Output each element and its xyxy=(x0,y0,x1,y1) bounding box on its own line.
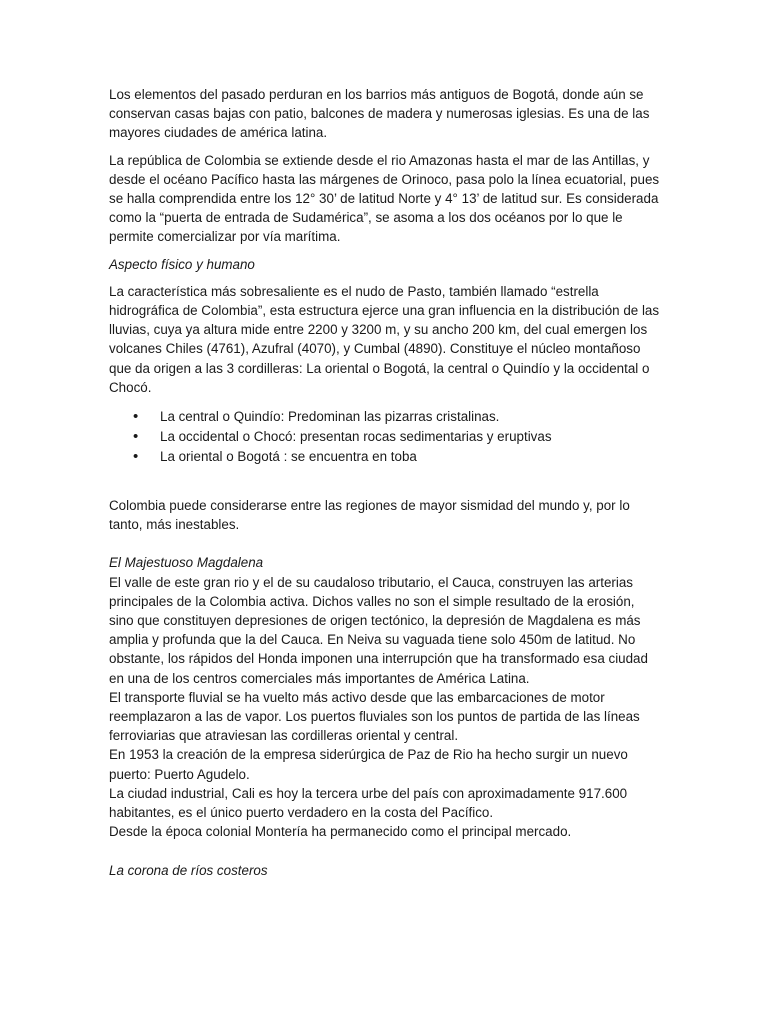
spacer xyxy=(109,477,661,496)
paragraph-nudo-pasto: La característica más sobresaliente es el nudo de Pasto, también llamado “estrella hidrográfica de Colombia”, esta estructura ejerce una gran influencia en la distribución de las lluvias, cuya ya altura mide entre 2200 y 3200 m, y su ancho 200 km, del cual emergen los volcanes Chiles (4761), Azufral (4070), y Cumbal (4890). Constituye el núcleo montañoso que da origen a las 3 cordilleras: La oriental o Bogotá, la central o Quindío y la occidental o Chocó. xyxy=(109,283,660,395)
paragraph-colombia-extent: La república de Colombia se extiende desde el rio Amazonas hasta el mar de las Antillas, y desde el océano Pacífico hasta las márgenes de Orinoco, pasa polo la línea ecuatorial, pues se halla comprendida entre los 12° 30’ de latitud Norte y 4° 13’ de latitud sur. Es considerada como la “puerta de entrada de Sudamérica”, se asoma a los dos océanos por lo que le permite comercializar por vía marítima. xyxy=(109,152,660,245)
list-item: • La occidental o Chocó: presentan rocas sedimentarias y eruptivas xyxy=(109,427,661,447)
paragraph-valle: El valle de este gran rio y el de su caudaloso tributario, el Cauca, construyen las arterias principales de la Colombia activa. Dichos valles no son el simple resultado de la erosión, sino que constituyen depresiones de origen tectónico, la depresión de Magdalena es más amplia y profunda que la del Cauca. En Neiva su vaguada tiene solo 450m de latitud. No obstante, los rápidos del Honda imponen una interrupción que ha transformado esa ciudad en una de los centros comerciales más importantes de América Latina. xyxy=(109,574,648,686)
heading-aspecto-fisico: Aspecto físico y humano xyxy=(109,256,255,272)
paragraph-cali: La ciudad industrial, Cali es hoy la tercera urbe del país con aproximadamente 917.600 habitantes, es el único puerto verdadero en la costa del Pacífico. xyxy=(109,785,628,821)
document-page xyxy=(109,85,661,880)
list-item: • La oriental o Bogotá : se encuentra en toba xyxy=(109,447,661,467)
spacer xyxy=(109,842,661,861)
paragraph-sismidad: Colombia puede considerarse entre las regiones de mayor sismidad del mundo y, por lo tanto, más inestables. xyxy=(109,498,630,533)
heading-magdalena: El Majestuoso Magdalena xyxy=(109,555,264,571)
spacer xyxy=(109,534,661,553)
paragraph-paz-de-rio: En 1953 la creación de la empresa siderúrgica de Paz de Rio ha hecho surgir un nuevo puerto: Puerto Agudelo. xyxy=(109,747,628,782)
paragraph-bogota: Los elementos del pasado perduran en los barrios más antiguos de Bogotá, donde aún se conservan casas bajas con patio, balcones de madera y numerosas iglesias. Es una de las mayores ciudades de américa latina. xyxy=(109,87,650,141)
cordilleras-list xyxy=(109,407,661,467)
paragraph-monteria: Desde la época colonial Montería ha permanecido como el principal mercado. xyxy=(109,824,572,840)
list-item: • La central o Quindío: Predominan las pizarras cristalinas. xyxy=(109,407,661,427)
paragraph-transporte: El transporte fluvial se ha vuelto más activo desde que las embarcaciones de motor reemplazaron a las de vapor. Los puertos fluviales son los puntos de partida de las líneas ferroviarias que atraviesan las cordilleras oriental y central. xyxy=(109,689,640,744)
heading-rios-costeros: La corona de ríos costeros xyxy=(109,862,268,878)
